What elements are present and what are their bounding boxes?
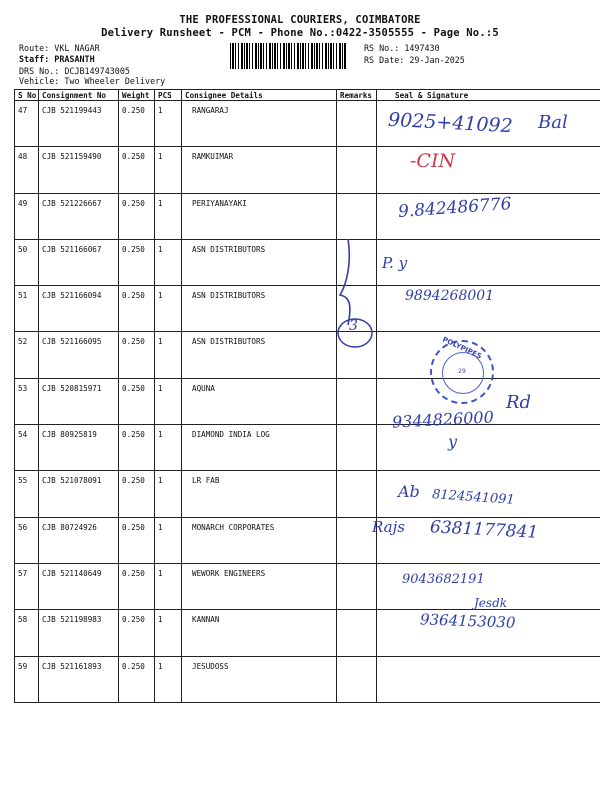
row-consignment-no: CJB 521199443 [39,101,119,147]
row-pcs: 1 [155,471,182,517]
table-row [15,332,600,378]
row-weight: 0.250 [119,378,155,424]
col-header-remarks: Remarks [337,90,377,101]
staff-label: Staff: PRASANTH [19,54,95,64]
row-sno: 51 [15,286,39,332]
remarks-bracket-mark [330,235,380,355]
row-remarks [337,563,377,609]
row-weight: 0.250 [119,286,155,332]
row-pcs: 1 [155,425,182,471]
row-weight: 0.250 [119,101,155,147]
row-sno: 52 [15,332,39,378]
row-pcs: 1 [155,517,182,563]
row-consignment-no: CJB 521166095 [39,332,119,378]
row-pcs: 1 [155,286,182,332]
signature-phone-56: 8124541091 [431,487,516,508]
signature-48: -CIN [410,150,456,172]
row-consignee: ASN DISTRIBUTORS [182,332,337,378]
row-remarks [337,656,377,702]
row-sno: 50 [15,239,39,285]
signature-phone-59: 9364153030 [419,610,516,632]
row-pcs: 1 [155,193,182,239]
row-consignment-no: CJB 520815971 [39,378,119,424]
col-header-pcs: PCS [155,90,182,101]
row-weight: 0.250 [119,517,155,563]
row-remarks [337,425,377,471]
signature-scribble-57: Rajs [372,518,405,536]
table-header-row [15,90,600,101]
signature-phone-52: 9894268001 [405,288,495,304]
row-remarks [337,471,377,517]
col-header-consignment: Consignment No [39,90,119,101]
row-sno: 55 [15,471,39,517]
row-weight: 0.250 [119,147,155,193]
row-consignment-no: CJB 80925819 [39,425,119,471]
row-signature-cell [377,656,600,702]
row-pcs: 1 [155,239,182,285]
stamp-text: POLYPIPES [441,335,483,361]
row-weight: 0.250 [119,332,155,378]
row-consignee: ASN DISTRIBUTORS [182,286,337,332]
row-pcs: 1 [155,378,182,424]
row-pcs: 1 [155,563,182,609]
row-remarks [337,378,377,424]
row-sno: 59 [15,656,39,702]
row-consignee: JESUDOSS [182,656,337,702]
row-remarks [337,610,377,656]
row-sno: 54 [15,425,39,471]
row-sno: 49 [15,193,39,239]
row-weight: 0.250 [119,425,155,471]
signature-phone-54: 9344826000 [391,407,495,432]
drs-number: DRS No.: DCJB149743005 [19,66,130,76]
remarks-mark: 3 [349,318,358,334]
row-remarks [337,193,377,239]
table-row [15,239,600,285]
vehicle-label: Vehicle: Two Wheeler Delivery [19,76,166,86]
row-consignee: RANGARAJ [182,101,337,147]
signature-phone-49: 9.842486776 [397,194,513,222]
row-remarks [337,517,377,563]
row-pcs: 1 [155,610,182,656]
row-consignment-no: CJB 521198983 [39,610,119,656]
table-row [15,656,600,702]
route-label: Route: VKL NAGAR [19,43,100,53]
row-signature-cell [377,239,600,285]
col-header-weight: Weight [119,90,155,101]
col-header-sno: S No [15,90,39,101]
table-row [15,193,600,239]
signature-phone-57: 6381177841 [429,517,539,543]
table-row [15,563,600,609]
table-row [15,286,600,332]
row-consignee: LR FAB [182,471,337,517]
rs-date: RS Date: 29-Jan-2025 [364,55,465,65]
row-consignment-no: CJB 521078091 [39,471,119,517]
row-remarks [337,101,377,147]
signature-phone-58: 9043682191 [402,572,485,587]
row-consignee: KANNAN [182,610,337,656]
row-pcs: 1 [155,332,182,378]
row-weight: 0.250 [119,610,155,656]
row-consignee: RAMKUIMAR [182,147,337,193]
row-consignment-no: CJB 521226667 [39,193,119,239]
signature-scribble-51: P. y [382,254,408,272]
row-weight: 0.250 [119,471,155,517]
signature-phone-47: 9025+41092 [387,108,514,138]
runsheet-subtitle: Delivery Runsheet - PCM - Phone No.:0422-3505555 - Page No.:5 [101,27,499,39]
row-consignee: PERIYANAYAKI [182,193,337,239]
row-sno: 58 [15,610,39,656]
row-weight: 0.250 [119,563,155,609]
row-sno: 48 [15,147,39,193]
row-pcs: 1 [155,656,182,702]
rs-number: RS No.: 1497430 [364,43,440,53]
row-consignment-no: CJB 80724926 [39,517,119,563]
row-weight: 0.250 [119,656,155,702]
row-consignee: WEWORK ENGINEERS [182,563,337,609]
signature-scribble-54: Rd [506,392,532,413]
row-consignee: AQUNA [182,378,337,424]
row-weight: 0.250 [119,193,155,239]
company-title: THE PROFESSIONAL COURIERS, COIMBATORE [179,14,421,26]
row-weight: 0.250 [119,239,155,285]
row-sno: 47 [15,101,39,147]
signature-scribble-47: Bal [538,112,568,133]
row-consignment-no: CJB 521161893 [39,656,119,702]
company-seal-stamp [430,335,494,404]
signature-scribble-55: y [448,432,458,451]
row-consignee: DIAMOND INDIA LOG [182,425,337,471]
row-sno: 53 [15,378,39,424]
row-consignment-no: CJB 521166094 [39,286,119,332]
row-consignment-no: CJB 521159490 [39,147,119,193]
row-signature-cell [377,425,600,471]
row-pcs: 1 [155,147,182,193]
col-header-signature: Seal & Signature [377,90,600,101]
row-remarks [337,147,377,193]
barcode [230,43,346,69]
stamp-date: 29 [458,368,466,375]
table-row [15,425,600,471]
row-sno: 57 [15,563,39,609]
col-header-consignee: Consignee Details [182,90,337,101]
row-consignment-no: CJB 521140649 [39,563,119,609]
row-consignment-no: CJB 521166067 [39,239,119,285]
row-sno: 56 [15,517,39,563]
signature-scribble-59: Jesdk [474,596,508,610]
table-row [15,147,600,193]
signature-scribble-56: Ab [398,482,420,501]
row-consignee: MONARCH CORPORATES [182,517,337,563]
row-pcs: 1 [155,101,182,147]
row-consignee: ASN DISTRIBUTORS [182,239,337,285]
